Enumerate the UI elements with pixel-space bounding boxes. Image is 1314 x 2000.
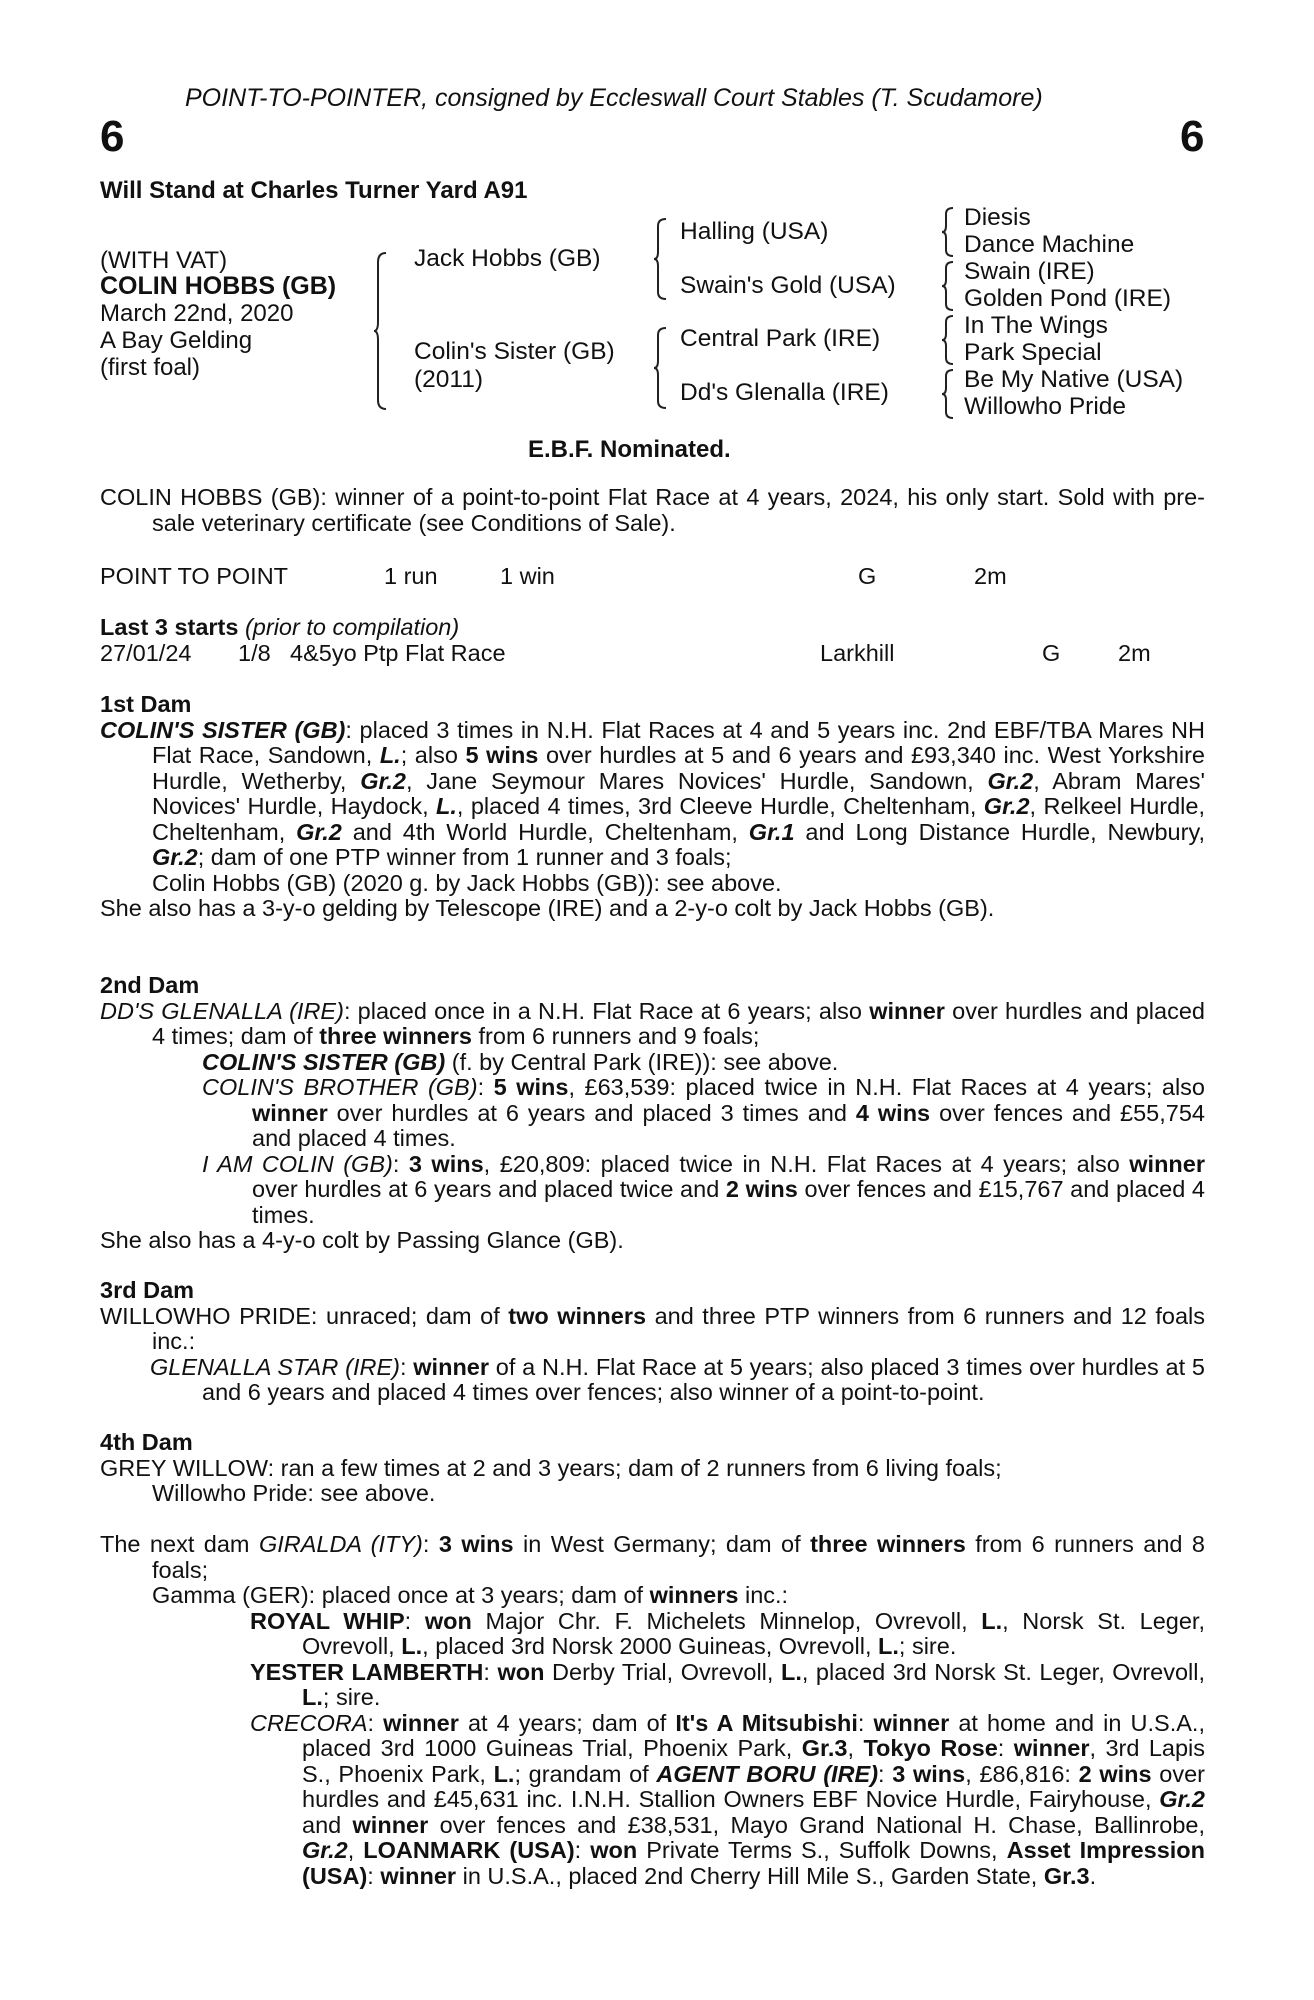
sire-sire: Halling (USA) [680,218,829,245]
last-starts-note: (prior to compilation) [244,614,460,640]
start-going: G [1042,640,1061,666]
dam-sire-dam: Park Special [964,339,1102,366]
first-dam-name: COLIN'S SISTER (GB) [100,716,346,743]
third-dam-heading: 3rd Dam [100,1277,195,1303]
pedigree-brace-sire [654,218,668,300]
fourth-dam-produce: Willowho Pride: see above. [152,1480,436,1506]
ebf-nominated: E.B.F. Nominated. [528,436,731,463]
next-dam-section [100,1532,1205,1889]
record-going: G [858,563,877,589]
vat-note: (WITH VAT) [100,247,228,274]
start-race: 4&5yo Ptp Flat Race [290,640,506,666]
pedigree-brace-dam [654,327,668,409]
consignor-header: POINT-TO-POINTER, consigned by Eccleswall Court Stables (T. Scudamore) [185,84,1043,112]
fourth-dam-text: GREY WILLOW: ran a few times at 2 and 3 years; dam of 2 runners from 6 living foals; [100,1454,1002,1481]
fourth-dam-section [100,1430,1205,1507]
second-dam-produce-1: COLIN'S SISTER (GB) (f. by Central Park (IRE)): see above. [202,1048,839,1075]
yester-lamberth-text: YESTER LAMBERTH: won Derby Trial, Ovrevoll, L., placed 3rd Norsk St. Leger, Ovrevoll, L.; sire. [250,1658,1205,1710]
fourth-dam-heading: 4th Dam [100,1429,193,1455]
third-dam-produce-1: GLENALLA STAR (IRE): winner of a N.H. Flat Race at 5 years; also placed 3 times over hurdles at 5 and 6 years and placed 4 times over fences; also winner of a point-to-point. [150,1353,1205,1405]
first-dam-section [100,692,1205,922]
last-starts-heading: Last 3 starts [100,614,239,640]
second-dam-produce-2: COLIN'S BROTHER (GB): 5 wins, £63,539: placed twice in N.H. Flat Races at 4 years; also winner over hurdles at 6 years and placed 3 times and 4 wins over fences and £55,754 and placed 4 times. [202,1074,1206,1151]
lot-number-right: 6 [1180,112,1205,161]
horse-summary [100,485,1205,536]
pedigree-brace-g3-4 [942,369,954,419]
last-starts-heading-line [100,614,459,641]
sire: Jack Hobbs (GB) [414,245,601,272]
sire-dam-sire: Swain (IRE) [964,258,1095,285]
record-distance: 2m [974,563,1007,589]
crecora-text: CRECORA: winner at 4 years; dam of It's A Mitsubishi: winner at home and in U.S.A., placed 3rd 1000 Guineas Trial, Phoenix Park, Gr.3, Tokyo Rose: winner, 3rd Lapis S., Phoenix Park, L.; grandam of AGENT BORU (IRE): 3 wins, £86,816: 2 wins over hurdles and £45,631 inc. I.N.H. Stallion Owners EBF Novice Hurdle, Fairyhouse, Gr.2 and winner over fences and £38,531, Mayo Grand National H. Chase, Ballinrobe, Gr.2, LOANMARK (USA): won Private Terms S., Suffolk Downs, Asset Impression (USA): winner in U.S.A., placed 2nd Cherry Hill Mile S., Garden State, Gr.3. [250,1709,1206,1889]
foaling-date: March 22nd, 2020 [100,300,294,327]
horse-description: A Bay Gelding [100,327,253,354]
dam-dam-dam: Willowho Pride [964,393,1127,420]
stand-location: Will Stand at Charles Turner Yard A91 [100,177,528,204]
sire-dam-dam: Golden Pond (IRE) [964,285,1171,312]
second-dam-name: DD'S GLENALLA (IRE) [100,997,344,1024]
royal-whip-text: ROYAL WHIP: won Major Chr. F. Michelets Minnelop, Ovrevoll, L., Norsk St. Leger, Ovrevoll, L., placed 3rd Norsk 2000 Guineas, Ovrevoll, L.; sire. [250,1607,1205,1659]
first-dam-also: She also has a 3-y-o gelding by Telescope (IRE) and a 2-y-o colt by Jack Hobbs (GB). [100,895,995,921]
sire-sire-sire: Diesis [964,204,1031,231]
first-dam-produce: Colin Hobbs (GB) (2020 g. by Jack Hobbs (GB)): see above. [152,869,782,896]
start-date: 27/01/24 [100,640,192,666]
third-dam-text: WILLOWHO PRIDE: unraced; dam of two winners and three PTP winners from 6 runners and 12 foals inc.: [100,1302,1205,1354]
pedigree-brace-main [374,252,388,410]
second-dam-also: She also has a 4-y-o colt by Passing Glance (GB). [100,1227,624,1253]
lot-number-left: 6 [100,112,125,161]
dam: Colin's Sister (GB) [414,338,615,365]
pedigree-brace-g3-3 [942,315,954,365]
pedigree-brace-g3-1 [942,207,954,257]
record-runs: 1 run [384,563,438,589]
second-dam-heading: 2nd Dam [100,972,200,998]
summary-text: COLIN HOBBS (GB): winner of a point-to-point Flat Race at 4 years, 2024, his only start. Sold with pre-sale veterinary certificate (see Conditions of Sale). [100,484,1205,536]
pedigree-brace-g3-2 [942,261,954,311]
first-dam-heading: 1st Dam [100,691,192,717]
dam-dam: Dd's Glenalla (IRE) [680,379,889,406]
start-distance: 2m [1118,640,1151,666]
record-wins: 1 win [500,563,555,589]
horse-name: COLIN HOBBS (GB) [100,272,337,300]
second-dam-produce-3: I AM COLIN (GB): 3 wins, £20,809: placed twice in N.H. Flat Races at 4 years; also winner over hurdles at 6 years and placed twice and 2 wins over fences and £15,767 and placed 4 times. [202,1150,1205,1228]
second-dam-text: DD'S GLENALLA (IRE): placed once in a N.H. Flat Race at 6 years; also winner over hurdles and placed 4 times; dam of three winners from 6 runners and 9 foals; [100,997,1205,1049]
second-dam-section [100,973,1205,1254]
dam-sire-sire: In The Wings [964,312,1108,339]
third-dam-section [100,1278,1205,1406]
sire-dam: Swain's Gold (USA) [680,272,896,299]
first-dam-text: COLIN'S SISTER (GB): placed 3 times in N.H. Flat Races at 4 and 5 years inc. 2nd EBF/TBA Mares NH Flat Race, Sandown, L.; also 5 wins over hurdles at 5 and 6 years and £93,340 inc. West Yorkshire Hurdle, Wetherby, Gr.2, Jane Seymour Mares Novices' Hurdle, Sandown, Gr.2, Abram Mares' Novices' Hurdle, Haydock, L., placed 4 times, 3rd Cleeve Hurdle, Cheltenham, Gr.2, Relkeel Hurdle, Cheltenham, Gr.2 and 4th World Hurdle, Cheltenham, Gr.1 and Long Distance Hurdle, Newbury, Gr.2; dam of one PTP winner from 1 runner and 3 foals; [100,716,1206,870]
next-dam-text: The next dam GIRALDA (ITY): 3 wins in West Germany; dam of three winners from 6 runners and 8 foals; [100,1531,1205,1583]
gamma-text: Gamma (GER): placed once at 3 years; dam of winners inc.: [152,1582,789,1608]
dam-dam-sire: Be My Native (USA) [964,366,1184,393]
start-position: 1/8 [238,640,271,666]
foal-note: (first foal) [100,354,201,381]
sire-sire-dam: Dance Machine [964,231,1135,258]
dam-sire: Central Park (IRE) [680,325,881,352]
record-label: POINT TO POINT [100,563,289,589]
start-course: Larkhill [820,640,895,666]
dam-year: (2011) [414,366,484,393]
